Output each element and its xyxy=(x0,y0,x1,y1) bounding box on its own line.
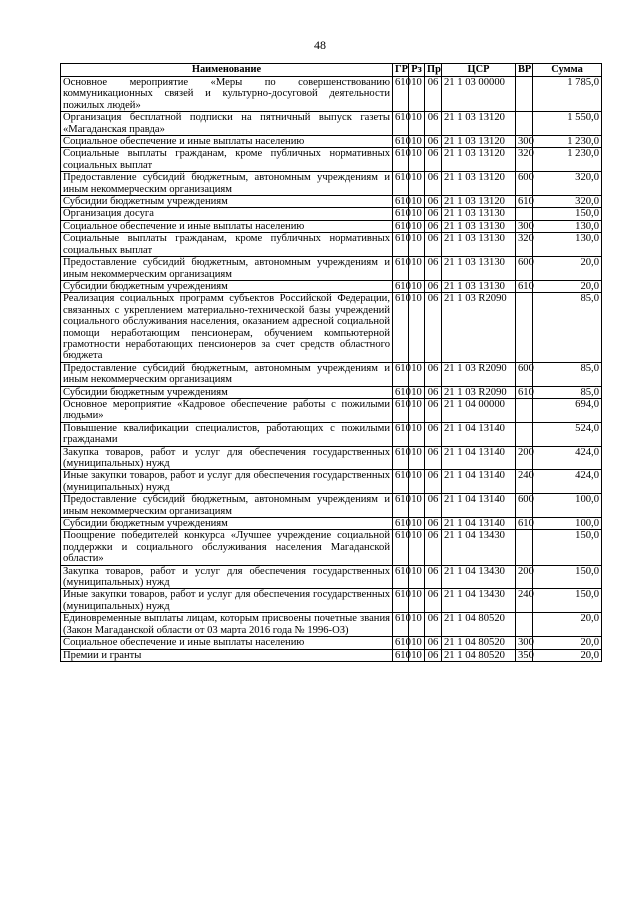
cell-csr: 21 1 04 80520 xyxy=(442,649,516,661)
column-header-sum: Сумма xyxy=(533,64,602,77)
cell-rz: 10 xyxy=(409,233,425,257)
cell-name: Единовременные выплаты лицам, которым присвоены почетные звания (Закон Магаданской области от 03 марта 2016 года № 1996-ОЗ) xyxy=(61,613,393,637)
table-row xyxy=(61,220,602,232)
cell-pr: 06 xyxy=(425,637,442,649)
cell-gr: 610 xyxy=(393,470,409,494)
cell-name: Основное мероприятие «Кадровое обеспечение работы с пожилыми людьми» xyxy=(61,398,393,422)
cell-rz: 10 xyxy=(409,362,425,386)
cell-pr: 06 xyxy=(425,362,442,386)
cell-name: Субсидии бюджетным учреждениям xyxy=(61,518,393,530)
cell-csr: 21 1 03 13120 xyxy=(442,196,516,208)
cell-sum: 85,0 xyxy=(533,362,602,386)
cell-pr: 06 xyxy=(425,208,442,220)
cell-vr xyxy=(516,613,533,637)
cell-gr: 610 xyxy=(393,196,409,208)
cell-gr: 610 xyxy=(393,148,409,172)
cell-rz: 10 xyxy=(409,148,425,172)
cell-pr: 06 xyxy=(425,446,442,470)
cell-csr: 21 1 04 80520 xyxy=(442,613,516,637)
cell-csr: 21 1 04 80520 xyxy=(442,637,516,649)
cell-gr: 610 xyxy=(393,637,409,649)
cell-vr: 610 xyxy=(516,386,533,398)
cell-gr: 610 xyxy=(393,136,409,148)
cell-rz: 10 xyxy=(409,196,425,208)
cell-csr: 21 1 03 13130 xyxy=(442,220,516,232)
cell-rz: 10 xyxy=(409,208,425,220)
cell-pr: 06 xyxy=(425,386,442,398)
cell-gr: 610 xyxy=(393,398,409,422)
cell-sum: 1 785,0 xyxy=(533,77,602,112)
cell-sum: 100,0 xyxy=(533,518,602,530)
cell-vr xyxy=(516,77,533,112)
table-row xyxy=(61,280,602,292)
cell-name: Социальные выплаты гражданам, кроме публичных нормативных социальных выплат xyxy=(61,233,393,257)
cell-name: Предоставление субсидий бюджетным, автономным учреждениям и иным некоммерческим организациям xyxy=(61,362,393,386)
cell-pr: 06 xyxy=(425,112,442,136)
column-header-gr: ГР xyxy=(393,64,409,77)
cell-pr: 06 xyxy=(425,470,442,494)
table-header-row xyxy=(61,64,602,77)
cell-csr: 21 1 03 13130 xyxy=(442,280,516,292)
cell-sum: 524,0 xyxy=(533,422,602,446)
table-row xyxy=(61,637,602,649)
cell-pr: 06 xyxy=(425,136,442,148)
cell-sum: 20,0 xyxy=(533,280,602,292)
cell-sum: 150,0 xyxy=(533,208,602,220)
table-row xyxy=(61,446,602,470)
table-row xyxy=(61,112,602,136)
cell-name: Организация досуга xyxy=(61,208,393,220)
cell-name: Социальные выплаты гражданам, кроме публичных нормативных социальных выплат xyxy=(61,148,393,172)
column-header-name: Наименование xyxy=(61,64,393,77)
cell-rz: 10 xyxy=(409,613,425,637)
cell-gr: 610 xyxy=(393,77,409,112)
cell-rz: 10 xyxy=(409,565,425,589)
table-row xyxy=(61,172,602,196)
cell-csr: 21 1 04 13140 xyxy=(442,494,516,518)
table-row xyxy=(61,233,602,257)
cell-name: Предоставление субсидий бюджетным, автономным учреждениям и иным некоммерческим организациям xyxy=(61,494,393,518)
table-row xyxy=(61,257,602,281)
cell-pr: 06 xyxy=(425,530,442,565)
cell-name: Субсидии бюджетным учреждениям xyxy=(61,386,393,398)
table-row xyxy=(61,565,602,589)
cell-pr: 06 xyxy=(425,220,442,232)
cell-csr: 21 1 03 13120 xyxy=(442,136,516,148)
cell-pr: 06 xyxy=(425,398,442,422)
cell-csr: 21 1 03 R2090 xyxy=(442,386,516,398)
cell-sum: 85,0 xyxy=(533,293,602,362)
cell-gr: 610 xyxy=(393,220,409,232)
cell-vr: 610 xyxy=(516,280,533,292)
cell-gr: 610 xyxy=(393,280,409,292)
table-row xyxy=(61,386,602,398)
cell-sum: 150,0 xyxy=(533,565,602,589)
cell-vr: 600 xyxy=(516,494,533,518)
cell-vr: 300 xyxy=(516,220,533,232)
cell-name: Повышение квалификации специалистов, работающих с пожилыми гражданами xyxy=(61,422,393,446)
cell-rz: 10 xyxy=(409,398,425,422)
cell-pr: 06 xyxy=(425,518,442,530)
cell-vr xyxy=(516,530,533,565)
cell-rz: 10 xyxy=(409,293,425,362)
cell-sum: 1 230,0 xyxy=(533,148,602,172)
cell-rz: 10 xyxy=(409,518,425,530)
page-number: 48 xyxy=(314,38,326,52)
table-row xyxy=(61,136,602,148)
cell-pr: 06 xyxy=(425,613,442,637)
cell-csr: 21 1 03 13130 xyxy=(442,208,516,220)
cell-vr: 600 xyxy=(516,172,533,196)
cell-rz: 10 xyxy=(409,649,425,661)
cell-vr: 350 xyxy=(516,649,533,661)
cell-sum: 100,0 xyxy=(533,494,602,518)
cell-name: Реализация социальных программ субъектов Российской Федерации, связанных с укреплением материально-технической базы учреждений социального обслуживания населения, оказанием адресной социальной помощи неработающим пенсионерам, обучением компьютерной грамотности неработающих пенсионеров за счет средств областного бюджета xyxy=(61,293,393,362)
cell-vr xyxy=(516,112,533,136)
cell-name: Социальное обеспечение и иные выплаты населению xyxy=(61,220,393,232)
table-row xyxy=(61,196,602,208)
cell-csr: 21 1 04 13140 xyxy=(442,422,516,446)
cell-gr: 610 xyxy=(393,362,409,386)
cell-rz: 10 xyxy=(409,77,425,112)
cell-gr: 610 xyxy=(393,446,409,470)
cell-gr: 610 xyxy=(393,233,409,257)
cell-name: Социальное обеспечение и иные выплаты населению xyxy=(61,637,393,649)
table-row xyxy=(61,293,602,362)
cell-csr: 21 1 04 13140 xyxy=(442,446,516,470)
cell-pr: 06 xyxy=(425,293,442,362)
cell-rz: 10 xyxy=(409,280,425,292)
cell-name: Закупка товаров, работ и услуг для обеспечения государственных (муниципальных) нужд xyxy=(61,565,393,589)
cell-name: Субсидии бюджетным учреждениям xyxy=(61,280,393,292)
cell-rz: 10 xyxy=(409,257,425,281)
cell-rz: 10 xyxy=(409,136,425,148)
cell-sum: 150,0 xyxy=(533,589,602,613)
table-row xyxy=(61,470,602,494)
table-row xyxy=(61,494,602,518)
cell-vr xyxy=(516,398,533,422)
cell-sum: 424,0 xyxy=(533,446,602,470)
cell-gr: 610 xyxy=(393,589,409,613)
cell-name: Поощрение победителей конкурса «Лучшее учреждение социальной поддержки и социального обслуживания населения Магаданской области» xyxy=(61,530,393,565)
cell-vr: 300 xyxy=(516,637,533,649)
cell-rz: 10 xyxy=(409,112,425,136)
cell-vr xyxy=(516,208,533,220)
cell-csr: 21 1 03 13120 xyxy=(442,148,516,172)
cell-pr: 06 xyxy=(425,589,442,613)
cell-name: Закупка товаров, работ и услуг для обеспечения государственных (муниципальных) нужд xyxy=(61,446,393,470)
cell-vr: 600 xyxy=(516,362,533,386)
cell-pr: 06 xyxy=(425,148,442,172)
column-header-csr: ЦСР xyxy=(442,64,516,77)
cell-csr: 21 1 04 00000 xyxy=(442,398,516,422)
cell-vr: 240 xyxy=(516,470,533,494)
cell-vr xyxy=(516,293,533,362)
cell-sum: 1 230,0 xyxy=(533,136,602,148)
column-header-rz: Рз xyxy=(409,64,425,77)
cell-rz: 10 xyxy=(409,172,425,196)
cell-rz: 10 xyxy=(409,470,425,494)
cell-vr: 610 xyxy=(516,196,533,208)
cell-rz: 10 xyxy=(409,494,425,518)
cell-sum: 130,0 xyxy=(533,233,602,257)
cell-vr: 200 xyxy=(516,446,533,470)
cell-sum: 85,0 xyxy=(533,386,602,398)
cell-gr: 610 xyxy=(393,494,409,518)
cell-gr: 610 xyxy=(393,565,409,589)
cell-pr: 06 xyxy=(425,422,442,446)
table-row xyxy=(61,530,602,565)
cell-rz: 10 xyxy=(409,530,425,565)
table-row xyxy=(61,398,602,422)
cell-vr: 320 xyxy=(516,148,533,172)
cell-rz: 10 xyxy=(409,422,425,446)
cell-csr: 21 1 04 13430 xyxy=(442,589,516,613)
cell-name: Социальное обеспечение и иные выплаты населению xyxy=(61,136,393,148)
cell-pr: 06 xyxy=(425,280,442,292)
cell-sum: 694,0 xyxy=(533,398,602,422)
cell-gr: 610 xyxy=(393,386,409,398)
cell-vr: 610 xyxy=(516,518,533,530)
column-header-vr: ВР xyxy=(516,64,533,77)
cell-pr: 06 xyxy=(425,565,442,589)
cell-gr: 610 xyxy=(393,257,409,281)
cell-sum: 320,0 xyxy=(533,196,602,208)
cell-pr: 06 xyxy=(425,233,442,257)
cell-csr: 21 1 04 13140 xyxy=(442,518,516,530)
cell-vr xyxy=(516,422,533,446)
cell-vr: 320 xyxy=(516,233,533,257)
cell-name: Субсидии бюджетным учреждениям xyxy=(61,196,393,208)
table-row xyxy=(61,649,602,661)
cell-vr: 200 xyxy=(516,565,533,589)
cell-csr: 21 1 04 13430 xyxy=(442,530,516,565)
cell-gr: 610 xyxy=(393,649,409,661)
cell-sum: 20,0 xyxy=(533,613,602,637)
budget-table xyxy=(60,63,602,662)
cell-gr: 610 xyxy=(393,208,409,220)
cell-name: Предоставление субсидий бюджетным, автономным учреждениям и иным некоммерческим организациям xyxy=(61,257,393,281)
cell-gr: 610 xyxy=(393,422,409,446)
cell-csr: 21 1 04 13430 xyxy=(442,565,516,589)
cell-pr: 06 xyxy=(425,257,442,281)
cell-pr: 06 xyxy=(425,172,442,196)
table-body xyxy=(61,77,602,662)
cell-sum: 320,0 xyxy=(533,172,602,196)
cell-pr: 06 xyxy=(425,649,442,661)
table-row xyxy=(61,362,602,386)
cell-rz: 10 xyxy=(409,386,425,398)
table-row xyxy=(61,77,602,112)
cell-csr: 21 1 03 13130 xyxy=(442,257,516,281)
cell-sum: 150,0 xyxy=(533,530,602,565)
cell-gr: 610 xyxy=(393,172,409,196)
cell-csr: 21 1 03 13120 xyxy=(442,112,516,136)
cell-rz: 10 xyxy=(409,446,425,470)
cell-name: Основное мероприятие «Меры по совершенствованию коммуникационных связей и культурно-досуговой деятельности пожилых людей» xyxy=(61,77,393,112)
cell-gr: 610 xyxy=(393,112,409,136)
cell-gr: 610 xyxy=(393,530,409,565)
cell-vr: 600 xyxy=(516,257,533,281)
cell-pr: 06 xyxy=(425,77,442,112)
cell-vr: 240 xyxy=(516,589,533,613)
cell-sum: 424,0 xyxy=(533,470,602,494)
table-row xyxy=(61,208,602,220)
table-row xyxy=(61,613,602,637)
cell-rz: 10 xyxy=(409,637,425,649)
cell-rz: 10 xyxy=(409,220,425,232)
table-row xyxy=(61,148,602,172)
cell-pr: 06 xyxy=(425,494,442,518)
cell-csr: 21 1 03 13120 xyxy=(442,172,516,196)
cell-vr: 300 xyxy=(516,136,533,148)
table-row xyxy=(61,422,602,446)
cell-name: Иные закупки товаров, работ и услуг для обеспечения государственных (муниципальных) нужд xyxy=(61,589,393,613)
cell-sum: 130,0 xyxy=(533,220,602,232)
cell-sum: 1 550,0 xyxy=(533,112,602,136)
table-row xyxy=(61,518,602,530)
cell-csr: 21 1 04 13140 xyxy=(442,470,516,494)
cell-name: Предоставление субсидий бюджетным, автономным учреждениям и иным некоммерческим организациям xyxy=(61,172,393,196)
cell-sum: 20,0 xyxy=(533,637,602,649)
cell-sum: 20,0 xyxy=(533,257,602,281)
cell-name: Иные закупки товаров, работ и услуг для обеспечения государственных (муниципальных) нужд xyxy=(61,470,393,494)
cell-csr: 21 1 03 R2090 xyxy=(442,293,516,362)
cell-pr: 06 xyxy=(425,196,442,208)
cell-name: Премии и гранты xyxy=(61,649,393,661)
cell-name: Организация бесплатной подписки на пятничный выпуск газеты «Магаданская правда» xyxy=(61,112,393,136)
cell-gr: 610 xyxy=(393,613,409,637)
cell-csr: 21 1 03 13130 xyxy=(442,233,516,257)
cell-gr: 610 xyxy=(393,518,409,530)
table-row xyxy=(61,589,602,613)
cell-csr: 21 1 03 00000 xyxy=(442,77,516,112)
cell-csr: 21 1 03 R2090 xyxy=(442,362,516,386)
cell-sum: 20,0 xyxy=(533,649,602,661)
cell-gr: 610 xyxy=(393,293,409,362)
cell-rz: 10 xyxy=(409,589,425,613)
column-header-pr: Пр xyxy=(425,64,442,77)
